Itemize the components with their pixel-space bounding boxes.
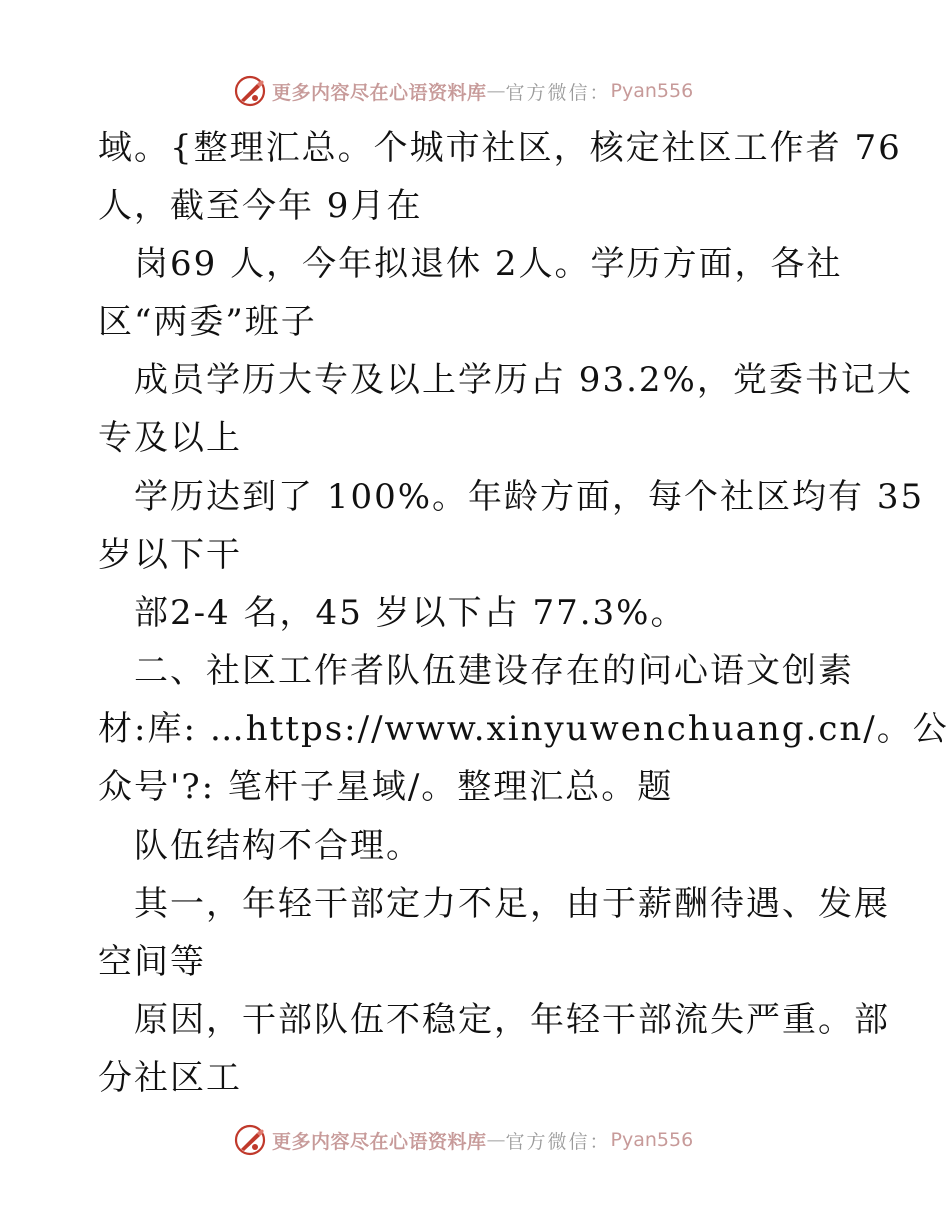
text-line: 成员学历大专及以上学历占 93.2%，党委书记大 [134,360,913,400]
text-line: 部2-4 名，45 岁以下占 77.3%。 [134,593,687,633]
text-line: 分社区工 [98,1058,242,1098]
header-watermark [233,71,693,111]
text-line: 岗69 人，今年拟退休 2人。学历方面，各社 [134,244,843,284]
quill-pen-logo-icon [233,74,267,108]
text-line: 区“两委”班子 [98,302,317,342]
text-line: 原因，干部队伍不稳定，年轻干部流失严重。部 [134,1000,890,1040]
watermark-brand: 更多内容尽在心语资料库 [272,81,487,104]
text-line: 学历达到了 100%。年龄方面，每个社区均有 35 [134,477,925,517]
text-line: 域。{整理汇总。个城市社区，核定社区工作者 76 [98,128,902,168]
text-line: 众号'?: 笔杆子星域/。整理汇总。题 [98,767,674,807]
text-line: 二、社区工作者队伍建设存在的问心语文创素 [134,651,854,691]
footer-watermark [233,1120,693,1160]
text-line: 人，截至今年 9月在 [98,186,423,226]
text-line: 材:库: …https://www.xinyuwenchuang.cn/。公 [98,709,949,749]
text-line: 空间等 [98,942,206,982]
text-line: 其一，年轻干部定力不足，由于薪酬待遇、发展 [134,884,890,924]
text-line: 专及以上 [98,418,242,458]
text-line: 队伍结构不合理。 [134,826,422,866]
watermark-separator: — [486,80,506,102]
watermark-id: Pyan556 [610,80,694,102]
watermark-label: 官方微信： [505,1130,611,1153]
watermark-separator: — [486,1129,506,1151]
quill-pen-logo-icon [233,1123,267,1157]
watermark-brand: 更多内容尽在心语资料库 [272,1130,487,1153]
watermark-id: Pyan556 [610,1129,694,1151]
watermark-label: 官方微信： [505,81,611,104]
text-line: 岁以下干 [98,535,242,575]
